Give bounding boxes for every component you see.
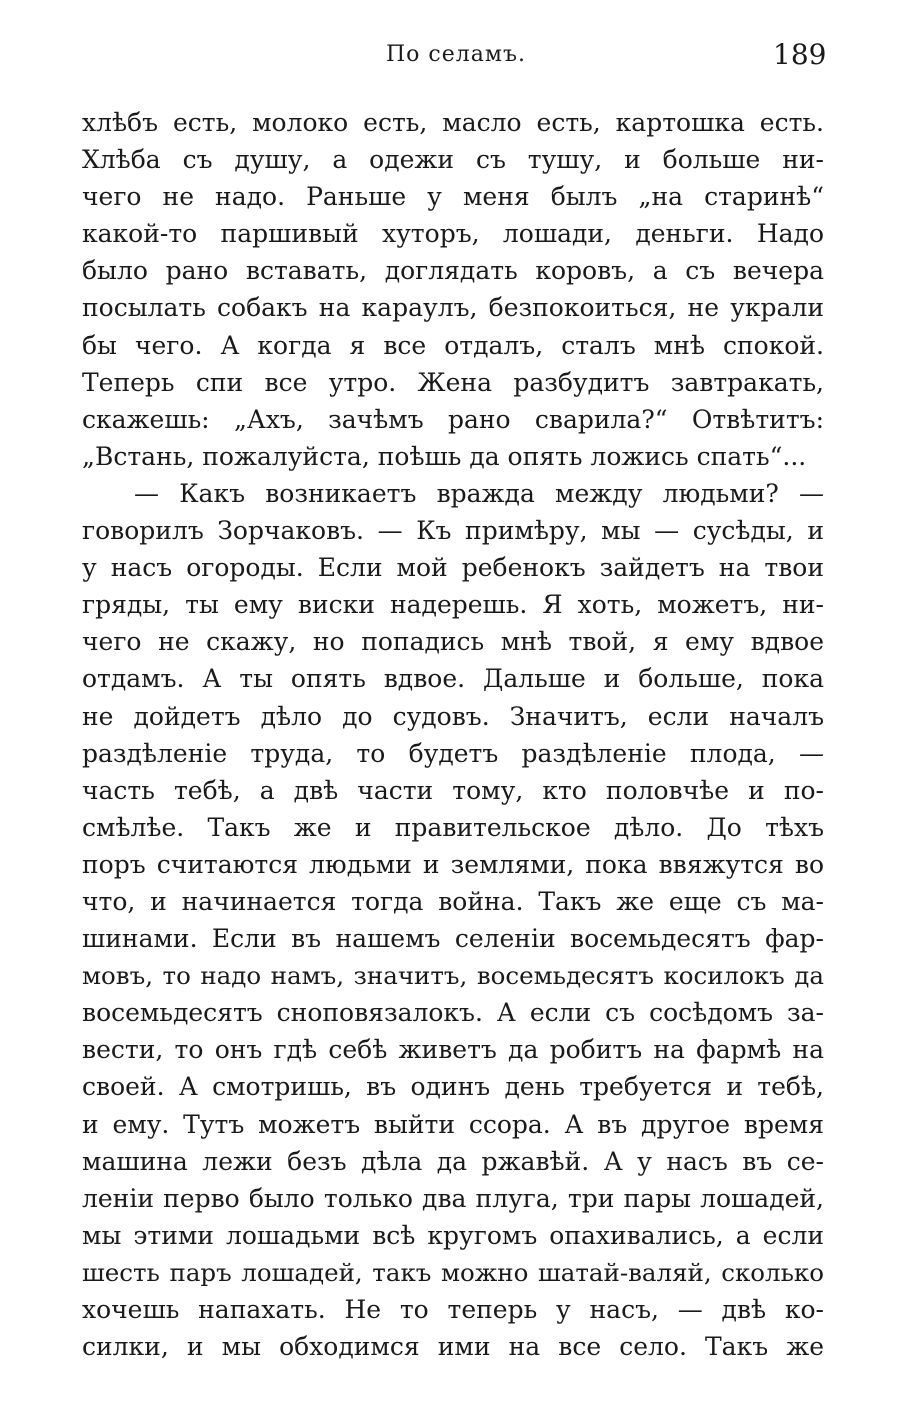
running-head bbox=[0, 38, 914, 78]
text-line: раздѣленіе труда, то будетъ раздѣленіе плода, — bbox=[82, 738, 824, 768]
text-line: гряды, ты ему виски надерешь. Я хоть, можетъ, ни- bbox=[82, 590, 824, 620]
text-line: Теперь спи все утро. Жена разбудитъ завтракать, bbox=[82, 367, 824, 397]
text-line: бы чего. А когда я все отдалъ, сталъ мнѣ спокой. bbox=[82, 330, 824, 360]
text-line: говорилъ Зорчаковъ. — Къ примѣру, мы — сусѣды, и bbox=[82, 516, 824, 546]
text-line: своей. А смотришь, въ одинъ день требуется и тебѣ, bbox=[82, 1072, 824, 1102]
text-line: поръ считаются людьми и землями, пока ввяжутся во bbox=[82, 849, 824, 879]
text-line: чего не скажу, но попадись мнѣ твой, я ему вдвое bbox=[82, 627, 824, 657]
text-line: — Какъ возникаетъ вражда между людьми? — bbox=[134, 478, 824, 508]
text-line: смѣлѣе. Такъ же и правительское дѣло. До тѣхъ bbox=[82, 812, 824, 842]
text-line: посылать собакъ на караулъ, безпокоиться, не украли bbox=[82, 293, 824, 323]
text-line: восемьдесятъ сноповязалокъ. А если съ сосѣдомъ за- bbox=[82, 998, 824, 1028]
text-line: силки, и мы обходимся ими на все село. Такъ же bbox=[82, 1332, 824, 1362]
text-line: скажешь: „Ахъ, зачѣмъ рано сварила?“ Отвѣтитъ: bbox=[82, 404, 824, 434]
text-line: шесть паръ лошадей, такъ можно шатай-валяй, сколько bbox=[82, 1257, 824, 1287]
text-line: Хлѣба съ душу, а одежи съ тушу, и больше ни- bbox=[82, 145, 824, 175]
text-line: что, и начинается тогда война. Такъ же еще съ ма- bbox=[82, 886, 824, 916]
text-line: отдамъ. А ты опять вдвое. Дальше и больше, пока bbox=[82, 664, 824, 694]
text-line: чего не надо. Раньше у меня былъ „на старинѣ“ bbox=[82, 182, 824, 212]
text-line: вести, то онъ гдѣ себѣ живетъ да робитъ на фармѣ на bbox=[82, 1035, 824, 1065]
page-number: 189 bbox=[773, 38, 827, 71]
text-line: машина лежи безъ дѣла да ржавѣй. А у насъ въ се- bbox=[82, 1146, 824, 1176]
body-text bbox=[82, 104, 824, 1365]
text-line: у насъ огороды. Если мой ребенокъ зайдетъ на твои bbox=[82, 553, 824, 583]
text-line: мовъ, то надо намъ, значитъ, восемьдесятъ косилокъ да bbox=[82, 961, 824, 991]
text-line: хочешь напахать. Не то теперь у насъ, — двѣ ко- bbox=[82, 1295, 824, 1324]
text-line: мы этими лошадьми всѣ кругомъ опахивались, а если bbox=[82, 1220, 824, 1250]
text-line: часть тебѣ, а двѣ части тому, кто половчѣе и по- bbox=[82, 775, 824, 805]
text-line: и ему. Тутъ можетъ выйти ссора. А въ другое время bbox=[82, 1109, 824, 1139]
text-line: шинами. Если въ нашемъ селеніи восемьдесятъ фар- bbox=[82, 924, 824, 954]
text-line: леніи перво было только два плуга, три пары лошадей, bbox=[82, 1183, 824, 1213]
text-line: „Встань, пожалуйста, поѣшь да опять ложись спать“... bbox=[82, 441, 807, 471]
text-line: хлѣбъ есть, молоко есть, масло есть, картошка есть. bbox=[82, 108, 824, 137]
text-line: было рано вставать, доглядать коровъ, а съ вечера bbox=[82, 256, 824, 286]
text-line: не дойдетъ дѣло до судовъ. Значитъ, если началъ bbox=[82, 701, 824, 731]
text-line: какой-то паршивый хуторъ, лошади, деньги. Надо bbox=[82, 219, 824, 249]
running-title: По селамъ. bbox=[386, 42, 526, 67]
